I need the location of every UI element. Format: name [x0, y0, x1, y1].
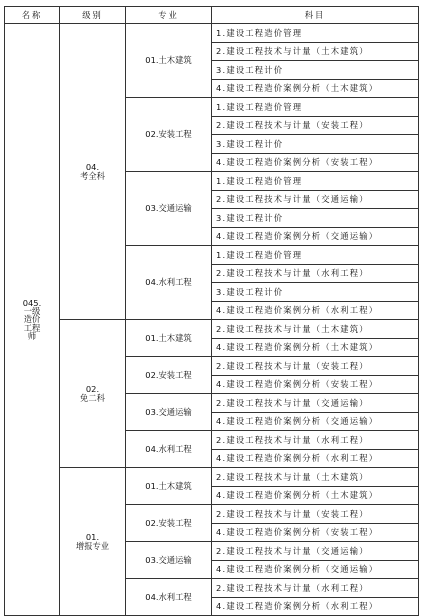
subject-cell: 3.建设工程计价	[212, 135, 419, 154]
subject-cell: 1.建设工程造价管理	[212, 172, 419, 191]
subject-cell: 1.建设工程造价管理	[212, 24, 419, 43]
subject-cell: 2.建设工程技术与计量（水利工程）	[212, 431, 419, 450]
table-row	[5, 320, 419, 339]
subject-cell: 2.建设工程技术与计量（水利工程）	[212, 264, 419, 283]
subject-cell: 1.建设工程造价管理	[212, 246, 419, 265]
major-cell: 03.交通运输	[126, 394, 212, 431]
header-row	[5, 7, 419, 24]
major-cell: 04.水利工程	[126, 579, 212, 616]
level-code: 01.	[85, 532, 100, 543]
qualification-code: 045.	[22, 297, 42, 308]
header-subject: 科目	[212, 7, 419, 24]
subject-cell: 2.建设工程技术与计量（水利工程）	[212, 579, 419, 598]
level-code: 04.	[85, 162, 100, 173]
level-label: 考全科	[80, 170, 105, 181]
subject-cell: 2.建设工程技术与计量（安装工程）	[212, 357, 419, 376]
major-cell: 03.交通运输	[126, 542, 212, 579]
subject-cell: 4.建设工程造价案例分析（安装工程）	[212, 153, 419, 172]
level-cell	[60, 468, 126, 616]
qualification-name-cell	[5, 24, 60, 616]
subject-cell: 3.建设工程计价	[212, 61, 419, 80]
header-major: 专业	[126, 7, 212, 24]
subject-cell: 4.建设工程造价案例分析（水利工程）	[212, 597, 419, 616]
table-row	[5, 468, 419, 487]
level-cell	[60, 24, 126, 320]
subject-cell: 1.建设工程造价管理	[212, 98, 419, 117]
major-cell: 04.水利工程	[126, 431, 212, 468]
qualification-name-line: 师	[27, 330, 37, 341]
qualification-name-line: 工程	[23, 322, 41, 333]
major-cell: 02.安装工程	[126, 505, 212, 542]
qualification-name-line: 造价	[23, 314, 41, 325]
subject-cell: 2.建设工程技术与计量（安装工程）	[212, 505, 419, 524]
level-label: 免二科	[80, 392, 105, 403]
subject-cell: 4.建设工程造价案例分析（交通运输）	[212, 560, 419, 579]
subject-cell: 4.建设工程造价案例分析（交通运输）	[212, 412, 419, 431]
subject-cell: 4.建设工程造价案例分析（水利工程）	[212, 301, 419, 320]
subject-cell: 2.建设工程技术与计量（交通运输）	[212, 542, 419, 561]
table-row	[5, 24, 419, 43]
subject-cell: 4.建设工程造价案例分析（安装工程）	[212, 523, 419, 542]
subject-cell: 4.建设工程造价案例分析（安装工程）	[212, 375, 419, 394]
subject-cell: 2.建设工程技术与计量（土木建筑）	[212, 468, 419, 487]
major-cell: 01.土木建筑	[126, 468, 212, 505]
subject-cell: 4.建设工程造价案例分析（水利工程）	[212, 449, 419, 468]
major-cell: 02.安装工程	[126, 357, 212, 394]
subject-cell: 2.建设工程技术与计量（交通运输）	[212, 190, 419, 209]
major-cell: 01.土木建筑	[126, 24, 212, 98]
exam-subject-table	[4, 6, 419, 616]
subject-cell: 4.建设工程造价案例分析（土木建筑）	[212, 338, 419, 357]
subject-cell: 4.建设工程造价案例分析（土木建筑）	[212, 486, 419, 505]
header-name: 名称	[5, 7, 60, 24]
major-cell: 03.交通运输	[126, 172, 212, 246]
subject-cell: 2.建设工程技术与计量（交通运输）	[212, 394, 419, 413]
subject-cell: 4.建设工程造价案例分析（交通运输）	[212, 227, 419, 246]
level-label: 增报专业	[75, 540, 110, 551]
level-cell	[60, 320, 126, 468]
major-cell: 04.水利工程	[126, 246, 212, 320]
subject-cell: 4.建设工程造价案例分析（土木建筑）	[212, 79, 419, 98]
major-cell: 02.安装工程	[126, 98, 212, 172]
level-code: 02.	[85, 384, 100, 395]
major-cell: 01.土木建筑	[126, 320, 212, 357]
subject-cell: 3.建设工程计价	[212, 209, 419, 228]
subject-cell: 2.建设工程技术与计量（安装工程）	[212, 116, 419, 135]
subject-cell: 2.建设工程技术与计量（土木建筑）	[212, 320, 419, 339]
subject-cell: 3.建设工程计价	[212, 283, 419, 302]
table-body	[5, 24, 419, 616]
qualification-name-line: 一级	[23, 306, 41, 317]
subject-cell: 2.建设工程技术与计量（土木建筑）	[212, 42, 419, 61]
header-level: 级别	[60, 7, 126, 24]
